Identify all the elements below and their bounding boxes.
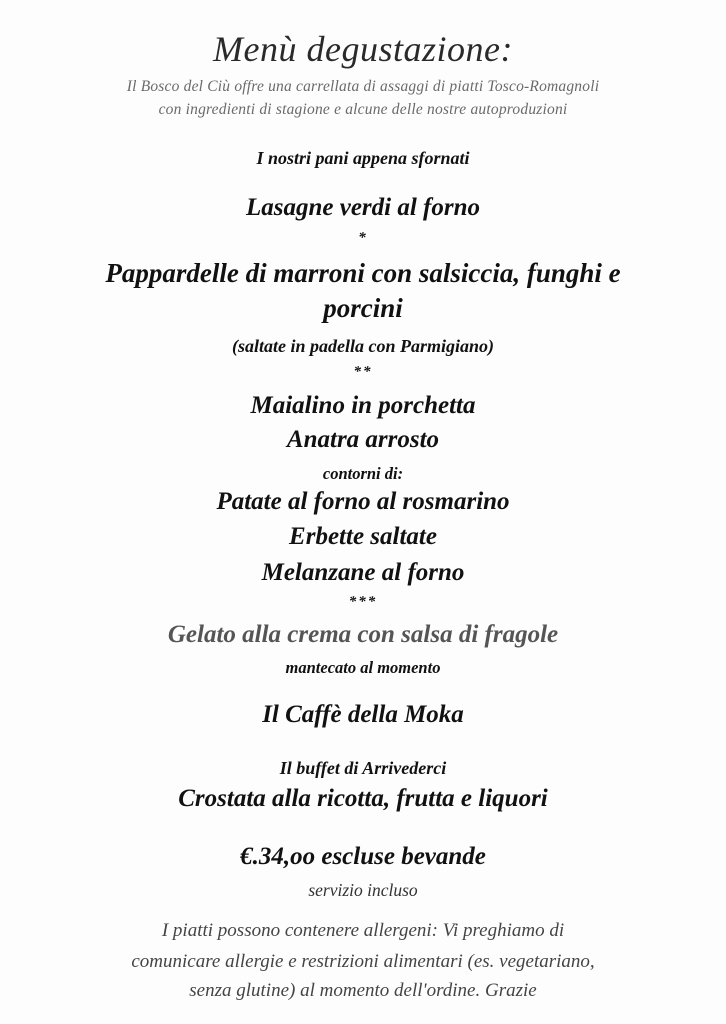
menu-item-pani: I nostri pani appena sfornati — [256, 148, 470, 168]
page-title: Menù degustazione: — [213, 29, 513, 69]
menu-item-erbette: Erbette saltate — [289, 523, 437, 550]
menu-item-pappardelle-line-2: porcini — [323, 293, 403, 323]
menu-item-anatra: Anatra arrosto — [286, 426, 440, 453]
menu-item-melanzane: Melanzane al forno — [261, 559, 465, 586]
menu-item-patate: Patate al forno al rosmarino — [216, 488, 510, 515]
menu-item-caffe: Il Caffè della Moka — [262, 701, 464, 728]
allergen-note-line-3: senza glutine) al momento dell'ordine. Grazie — [189, 980, 537, 1001]
allergen-note-line-2: comunicare allergie e restrizioni alimentari (es. vegetariano, — [131, 951, 595, 972]
menu-item-gelato-note: mantecato al momento — [285, 658, 441, 677]
menu-item-maialino: Maialino in porchetta — [250, 392, 476, 419]
intro-line-2: con ingredienti di stagione e alcune delle nostre autoproduzioni — [158, 101, 568, 118]
price-service: servizio incluso — [308, 880, 418, 900]
buffet-label: Il buffet di Arrivederci — [279, 758, 447, 778]
price-amount: €.34,oo escluse bevande — [240, 843, 486, 870]
allergen-note-line-1: I piatti possono contenere allergeni: Vi preghiamo di — [161, 920, 565, 941]
menu-item-gelato: Gelato alla crema con salsa di fragole — [167, 621, 559, 648]
menu-item-crostata: Crostata alla ricotta, frutta e liquori — [178, 785, 548, 812]
course-separator-3: *** — [348, 594, 378, 610]
course-separator-1: * — [358, 230, 368, 246]
intro-line-1: Il Bosco del Ciù offre una carrellata di assaggi di piatti Tosco-Romagnoli — [126, 78, 600, 95]
menu-item-pappardelle-note: (saltate in padella con Parmigiano) — [231, 336, 494, 356]
contorni-label: contorni di: — [322, 464, 404, 483]
menu-item-pappardelle-line-1: Pappardelle di marroni con salsiccia, funghi e — [105, 258, 621, 288]
course-separator-2: ** — [353, 364, 373, 380]
menu-item-lasagne: Lasagne verdi al forno — [245, 194, 481, 221]
